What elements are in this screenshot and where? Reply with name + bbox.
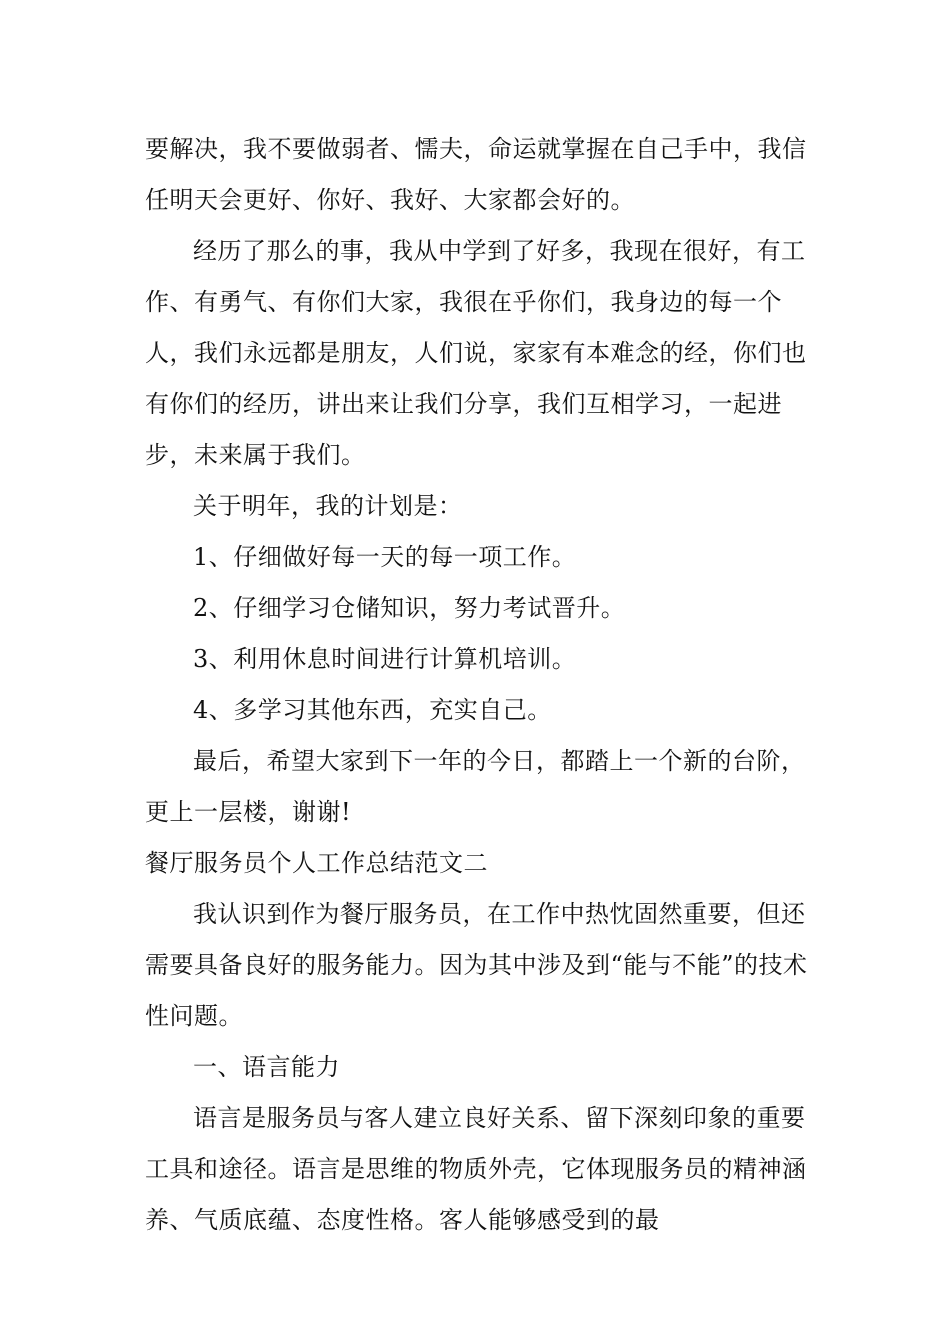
paragraph-plan-intro: 关于明年，我的计划是：	[193, 492, 463, 520]
document-body	[145, 124, 810, 1246]
paragraph-language: 语言是服务员与客人建立良好关系、留下深刻印象的重要工具和途径。语言是思维的物质外壳，它体现服务员的精神涵养、气质底蕴、态度性格。客人能够感受到的最	[145, 1104, 807, 1234]
paragraph-2: 经历了那么的事，我从中学到了好多，我现在很好，有工作、有勇气、有你们大家，我很在乎你们，我身边的每一个人，我们永远都是朋友，人们说，家家有本难念的经，你们也有你们的经历，讲出来让我们分享，我们互相学习，一起进步，未来属于我们。	[145, 237, 807, 469]
plan-item-2: 2、仔细学习仓储知识，努力考试晋升。	[193, 594, 626, 622]
paragraph-1: 要解决，我不要做弱者、懦夫，命运就掌握在自己手中，我信任明天会更好、你好、我好、大家都会好的。	[145, 135, 807, 214]
section-title: 餐厅服务员个人工作总结范文二	[145, 849, 488, 877]
plan-item-4: 4、多学习其他东西，充实自己。	[193, 696, 552, 724]
paragraph-intro-2: 我认识到作为餐厅服务员，在工作中热忱固然重要，但还需要具备良好的服务能力。因为其中涉及到“能与不能”的技术性问题。	[145, 900, 808, 1030]
plan-item-1: 1、仔细做好每一天的每一项工作。	[193, 543, 577, 571]
subheading-language: 一、语言能力	[193, 1053, 340, 1081]
paragraph-closing: 最后，希望大家到下一年的今日，都踏上一个新的台阶，更上一层楼，谢谢!	[145, 747, 806, 826]
plan-item-3: 3、利用休息时间进行计算机培训。	[193, 645, 577, 673]
